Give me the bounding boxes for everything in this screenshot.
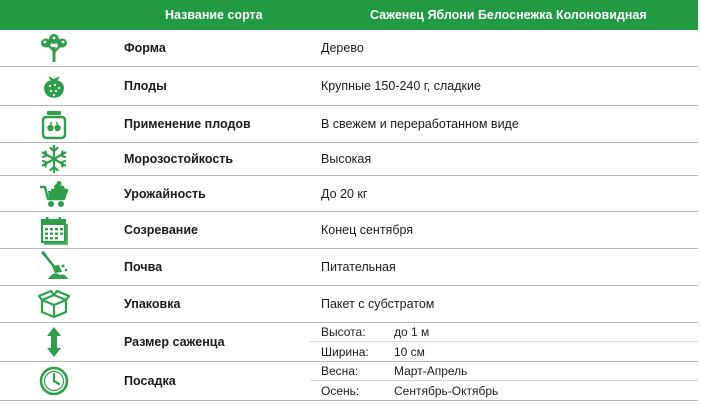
table-row-seedling-size	[0, 323, 698, 362]
table-row-planting	[0, 362, 698, 401]
sub-value: Сентябрь-Октябрь	[394, 383, 499, 398]
box-icon	[0, 286, 108, 322]
sub-key: Высота:	[321, 325, 366, 339]
row-value: В свежем и переработанном виде	[321, 117, 519, 131]
planting-spring-line	[310, 362, 698, 381]
table-row-fruits	[0, 67, 698, 106]
table-row-form	[0, 30, 698, 67]
table-header	[0, 0, 698, 30]
header-label: Название сорта	[165, 8, 263, 22]
sub-value: Март-Апрель	[394, 364, 468, 378]
row-value: Высокая	[321, 152, 372, 166]
sub-key: Весна:	[321, 364, 359, 378]
table-row-yield	[0, 176, 698, 212]
row-label: Почва	[124, 260, 163, 274]
vertical-arrows-icon	[0, 323, 108, 361]
size-height-line	[310, 323, 698, 342]
jar-icon	[0, 106, 108, 142]
row-value: Пакет с субстратом	[321, 297, 435, 311]
row-value: Конец сентября	[321, 223, 414, 237]
header-value: Саженец Яблони Белоснежка Колоновидная	[370, 8, 647, 22]
sub-value: 10 см	[394, 344, 425, 359]
table-row-soil	[0, 249, 698, 286]
strawberry-icon	[0, 67, 108, 105]
row-label: Упаковка	[124, 297, 181, 311]
row-value: Крупные 150-240 г, сладкие	[321, 79, 481, 93]
calendar-icon	[0, 212, 108, 248]
row-label: Размер саженца	[124, 335, 225, 349]
shovel-icon	[0, 249, 108, 285]
table-row-frost	[0, 143, 698, 176]
table-row-usage	[0, 106, 698, 143]
row-label: Посадка	[124, 374, 176, 388]
table-row-packaging	[0, 286, 698, 323]
row-value: Питательная	[321, 260, 396, 274]
wheelbarrow-icon	[0, 176, 108, 211]
planting-autumn-line	[310, 381, 698, 400]
tree-icon	[0, 30, 108, 66]
sub-key: Осень:	[321, 383, 360, 398]
sub-value: до 1 м	[394, 325, 430, 339]
table-row-ripening	[0, 212, 698, 249]
clock-icon	[0, 362, 108, 400]
row-label: Форма	[124, 41, 166, 55]
row-label: Морозостойкость	[124, 152, 234, 166]
size-width-line	[310, 342, 698, 361]
row-label: Применение плодов	[124, 117, 251, 131]
row-label: Плоды	[124, 79, 167, 93]
row-label: Созревание	[124, 223, 198, 237]
row-value: До 20 кг	[321, 186, 368, 201]
row-value: Дерево	[321, 41, 364, 55]
row-label: Урожайность	[124, 186, 206, 201]
sub-key: Ширина:	[321, 344, 369, 359]
snowflake-icon	[0, 143, 108, 175]
